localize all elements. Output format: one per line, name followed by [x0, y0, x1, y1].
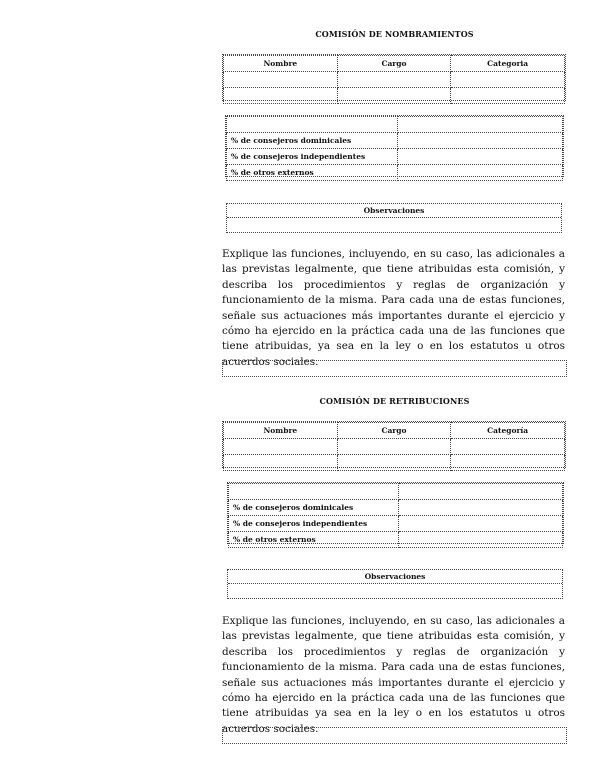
cell-cargo-input[interactable]: [337, 72, 451, 88]
label-independientes: % de consejeros independientes: [227, 149, 398, 165]
table-row: [229, 484, 563, 500]
label-dominicales: % de consejeros dominicales: [227, 133, 398, 149]
table-row: [227, 165, 563, 181]
members-table-retribuciones: [222, 421, 566, 468]
col-categoria: Categoría: [451, 423, 565, 439]
cell-categoria-input[interactable]: [451, 72, 565, 88]
explanation-paragraph: Explique las funciones, incluyendo, en su caso, las adicionales a las previstas legalmente, que tiene atribuidas esta comisión, y describa los procedimientos y reglas de organización y funcionamiento de la misma. Para cada una de estas funciones, señale sus actuaciones más importantes durante el ejercicio y cómo ha ejercido en la práctica cada una de las funciones que tiene atribuidas, ya sea en la ley o en los estatutos u otros acuerdos sociales.: [222, 248, 565, 368]
table-row: [224, 455, 565, 471]
col-nombre: Nombre: [224, 56, 338, 72]
value-otros-externos-input[interactable]: [399, 532, 563, 548]
value-dominicales-input[interactable]: [398, 133, 563, 149]
label-independientes: % de consejeros independientes: [229, 516, 399, 532]
value-cell[interactable]: [399, 484, 563, 500]
observaciones-label: Observaciones: [228, 570, 562, 584]
table-row: [227, 149, 563, 165]
value-independientes-input[interactable]: [398, 149, 563, 165]
col-categoria: Categoria: [451, 56, 565, 72]
cell-nombre-input[interactable]: [224, 88, 338, 104]
col-cargo: Cargo: [337, 423, 451, 439]
observaciones-input[interactable]: [228, 584, 562, 598]
observaciones-box-retribuciones: [227, 569, 563, 599]
cell-nombre-input[interactable]: [224, 439, 338, 455]
table-row: [229, 532, 563, 548]
label-otros-externos: % de otros externos: [227, 165, 398, 181]
cell-cargo-input[interactable]: [337, 88, 451, 104]
section-title-retribuciones: COMISIÓN DE RETRIBUCIONES: [319, 396, 470, 406]
table-row: [224, 439, 565, 455]
cell-cargo-input[interactable]: [337, 439, 451, 455]
table-row: [224, 72, 565, 88]
members-header-row: [224, 423, 565, 439]
composition-table-nombramientos: [225, 115, 564, 177]
col-cargo: Cargo: [337, 56, 451, 72]
cell-categoria-input[interactable]: [451, 88, 565, 104]
col-nombre: Nombre: [224, 423, 338, 439]
value-otros-externos-input[interactable]: [398, 165, 563, 181]
answer-field-retribuciones[interactable]: [222, 727, 567, 744]
observaciones-box-nombramientos: [226, 203, 562, 233]
value-cell[interactable]: [398, 117, 563, 133]
label-dominicales: % de consejeros dominicales: [229, 500, 399, 516]
members-header-row: [224, 56, 565, 72]
table-row: [227, 117, 563, 133]
cell-categoria-input[interactable]: [451, 455, 565, 471]
table-row: [229, 516, 563, 532]
label-otros-externos: % de otros externos: [229, 532, 399, 548]
members-table-nombramientos: [222, 54, 566, 101]
table-row: [227, 133, 563, 149]
value-dominicales-input[interactable]: [399, 500, 563, 516]
composition-table-retribuciones: [227, 482, 564, 544]
table-row: [229, 500, 563, 516]
cell-categoria-input[interactable]: [451, 439, 565, 455]
section-title-nombramientos: COMISIÓN DE NOMBRAMIENTOS: [315, 29, 474, 39]
answer-field-nombramientos[interactable]: [222, 360, 567, 377]
table-row: [224, 88, 565, 104]
observaciones-label: Observaciones: [227, 204, 561, 218]
value-independientes-input[interactable]: [399, 516, 563, 532]
cell-cargo-input[interactable]: [337, 455, 451, 471]
cell-nombre-input[interactable]: [224, 72, 338, 88]
observaciones-input[interactable]: [227, 218, 561, 232]
explanation-paragraph: Explique las funciones, incluyendo, en su caso, las adicionales a las previstas legalmente, que tiene atribuidas esta comisión, y describa los procedimientos y reglas de organización y funcionamiento de la misma. Para cada una de estas funciones, señale sus actuaciones más importantes durante el ejercicio y cómo ha ejercido en la práctica cada una de las funciones que tiene atribuidas ya sea en la ley o en los estatutos u otros acuerdos sociales.: [222, 615, 565, 735]
cell-nombre-input[interactable]: [224, 455, 338, 471]
